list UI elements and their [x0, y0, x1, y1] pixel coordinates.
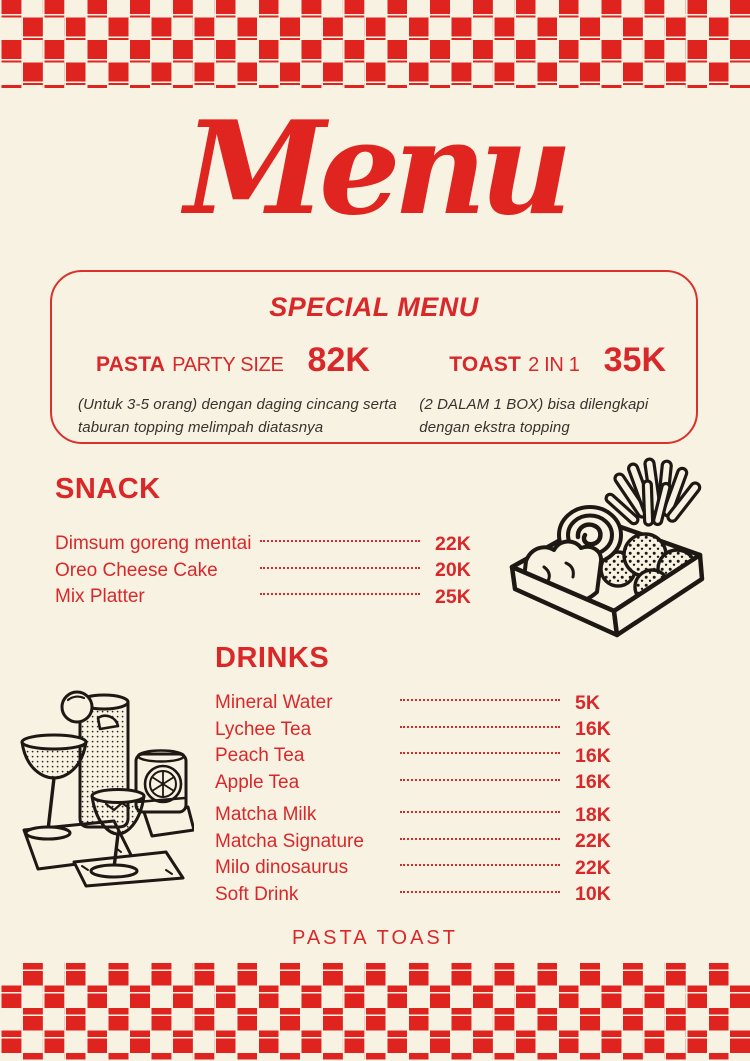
- menu-item-row: [215, 690, 615, 717]
- dotted-leader: [400, 811, 560, 813]
- menu-item-row: [55, 584, 475, 611]
- checkerboard-border-top: [0, 0, 750, 88]
- special-item-price: 35K: [603, 341, 666, 379]
- item-name: Oreo Cheese Cake: [55, 559, 218, 581]
- menu-item-row: [215, 717, 615, 744]
- checkerboard-border-bottom: [0, 963, 750, 1061]
- item-name: Soft Drink: [215, 883, 299, 905]
- drinks-section-title: DRINKS: [215, 642, 330, 674]
- menu-item-row: [215, 829, 615, 856]
- item-name: Lychee Tea: [215, 718, 312, 740]
- dotted-leader: [400, 726, 560, 728]
- dotted-leader: [400, 891, 560, 893]
- special-item-description: (2 DALAM 1 BOX) bisa dilengkapi dengan ekstra topping: [419, 396, 649, 437]
- item-price: 16K: [575, 718, 611, 741]
- snack-section-title: SNACK: [55, 473, 161, 505]
- item-name: Apple Tea: [215, 771, 300, 793]
- menu-item-row: [215, 882, 615, 909]
- item-name: Mineral Water: [215, 692, 333, 714]
- special-menu-panel: [50, 270, 698, 444]
- dotted-leader: [400, 864, 560, 866]
- item-name: Dimsum goreng mentai: [55, 533, 252, 555]
- menu-item-row: [55, 558, 475, 585]
- dotted-leader: [400, 779, 560, 781]
- drinks-section: [215, 642, 615, 908]
- dotted-leader: [260, 593, 420, 595]
- dotted-leader: [400, 699, 560, 701]
- menu-item-row: [215, 855, 615, 882]
- special-item-toast: [419, 341, 666, 440]
- item-price: 18K: [575, 803, 611, 826]
- bento-box-illustration: [500, 455, 708, 653]
- brand-name: PASTA TOAST: [291, 927, 458, 949]
- special-item-variant: 2 IN 1: [528, 354, 580, 376]
- item-price: 20K: [435, 559, 471, 582]
- dotted-leader: [400, 838, 560, 840]
- page-title: Menu: [184, 94, 566, 244]
- special-item-name: PASTA: [96, 353, 166, 376]
- item-price: 22K: [435, 532, 471, 555]
- dotted-leader: [260, 540, 420, 542]
- item-price: 22K: [575, 856, 611, 879]
- special-item-variant: PARTY SIZE: [172, 354, 284, 376]
- menu-item-row: [215, 802, 615, 829]
- snack-section: [55, 473, 475, 611]
- item-price: 16K: [575, 771, 611, 794]
- special-menu-title: SPECIAL MENU: [269, 292, 479, 322]
- item-name: Mix Platter: [55, 586, 145, 608]
- item-price: 5K: [575, 691, 600, 714]
- special-item-price: 82K: [307, 341, 370, 379]
- item-name: Milo dinosaurus: [215, 857, 349, 879]
- item-name: Matcha Signature: [215, 830, 364, 852]
- menu-item-row: [215, 770, 615, 797]
- menu-item-row: [55, 531, 475, 558]
- special-item-name: TOAST: [449, 353, 522, 376]
- menu-item-row: [215, 743, 615, 770]
- item-name: Matcha Milk: [215, 804, 317, 826]
- cocktail-glasses-illustration: [16, 680, 194, 888]
- item-name: Peach Tea: [215, 745, 305, 767]
- dotted-leader: [260, 567, 420, 569]
- special-item-description: (Untuk 3-5 orang) dengan daging cincang serta taburan topping melimpah diatasnya: [78, 396, 397, 437]
- special-item-pasta: [78, 341, 419, 440]
- item-price: 25K: [435, 585, 471, 608]
- dotted-leader: [400, 752, 560, 754]
- item-price: 10K: [575, 883, 611, 906]
- item-price: 16K: [575, 744, 611, 767]
- item-price: 22K: [575, 830, 611, 853]
